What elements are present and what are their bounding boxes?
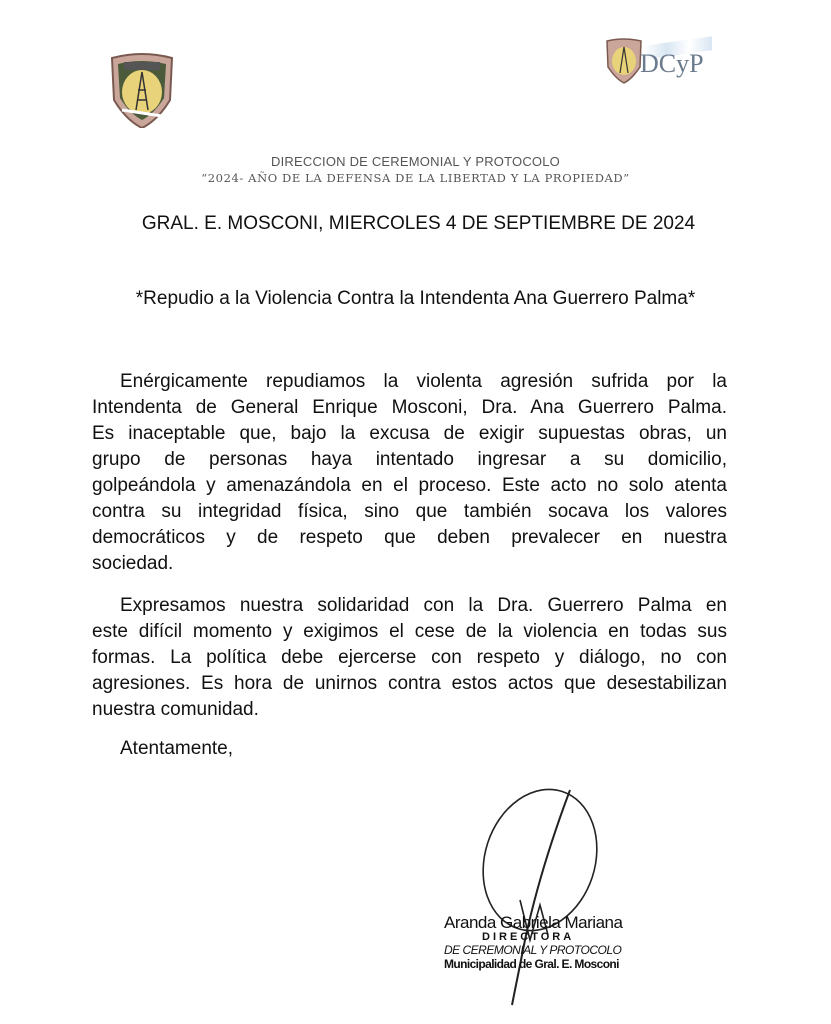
text-line: Es inaceptable que, bajo la excusa de exigir supuestas obras, un — [92, 423, 727, 444]
dcyp-logo — [604, 37, 714, 87]
department-header: DIRECCION DE CEREMONIAL Y PROTOCOLO — [271, 154, 560, 169]
year-motto: “2024- AÑO DE LA DEFENSA DE LA LIBERTAD Y LA PROPIEDAD” — [201, 171, 630, 185]
text-line: nuestra comunidad. — [92, 699, 259, 720]
dcyp-logo-text: DCyP — [640, 49, 704, 78]
text-line: golpeándola y amenazándola en el proceso. Este acto no solo atenta — [92, 475, 727, 496]
date-line: GRAL. E. MOSCONI, MIERCOLES 4 DE SEPTIEMBRE DE 2024 — [141, 213, 696, 234]
text-line: Intendenta de General Enrique Mosconi, Dra. Ana Guerrero Palma. — [92, 397, 727, 418]
text-line: formas. La política debe ejercerse con respeto y diálogo, no con — [92, 647, 727, 668]
paragraph-1 — [92, 369, 727, 577]
paragraph-2 — [92, 593, 727, 723]
text-line: sociedad. — [92, 553, 174, 574]
signatory-title: DIRECTORA — [482, 931, 575, 943]
municipal-shield-logo — [108, 50, 176, 128]
text-line: Enérgicamente repudiamos la violenta agresión sufrida por la — [120, 371, 727, 392]
text-line: agresiones. Es hora de unirnos contra estos actos que desestabilizan — [92, 673, 727, 694]
handwritten-signature — [420, 780, 660, 1010]
text-line: Expresamos nuestra solidaridad con la Dra. Guerrero Palma en — [120, 595, 727, 616]
text-line: contra su integridad física, sino que también socava los valores — [92, 501, 727, 522]
text-line: este difícil momento y exigimos el cese de la violencia en todas sus — [92, 621, 727, 642]
text-line: democráticos y de respeto que deben prevalecer en nuestra — [92, 527, 727, 548]
signatory-department: DE CEREMONIAL Y PROTOCOLO — [444, 943, 622, 957]
text-line: grupo de personas haya intentado ingresar a su domicilio, — [92, 449, 727, 470]
signatory-name: Aranda Gabriela Mariana — [444, 913, 623, 932]
closing: Atentamente, — [120, 738, 234, 759]
signatory-municipality: Municipalidad de Gral. E. Mosconi — [444, 957, 619, 971]
subject-line: *Repudio a la Violencia Contra la Intendenta Ana Guerrero Palma* — [135, 288, 696, 309]
